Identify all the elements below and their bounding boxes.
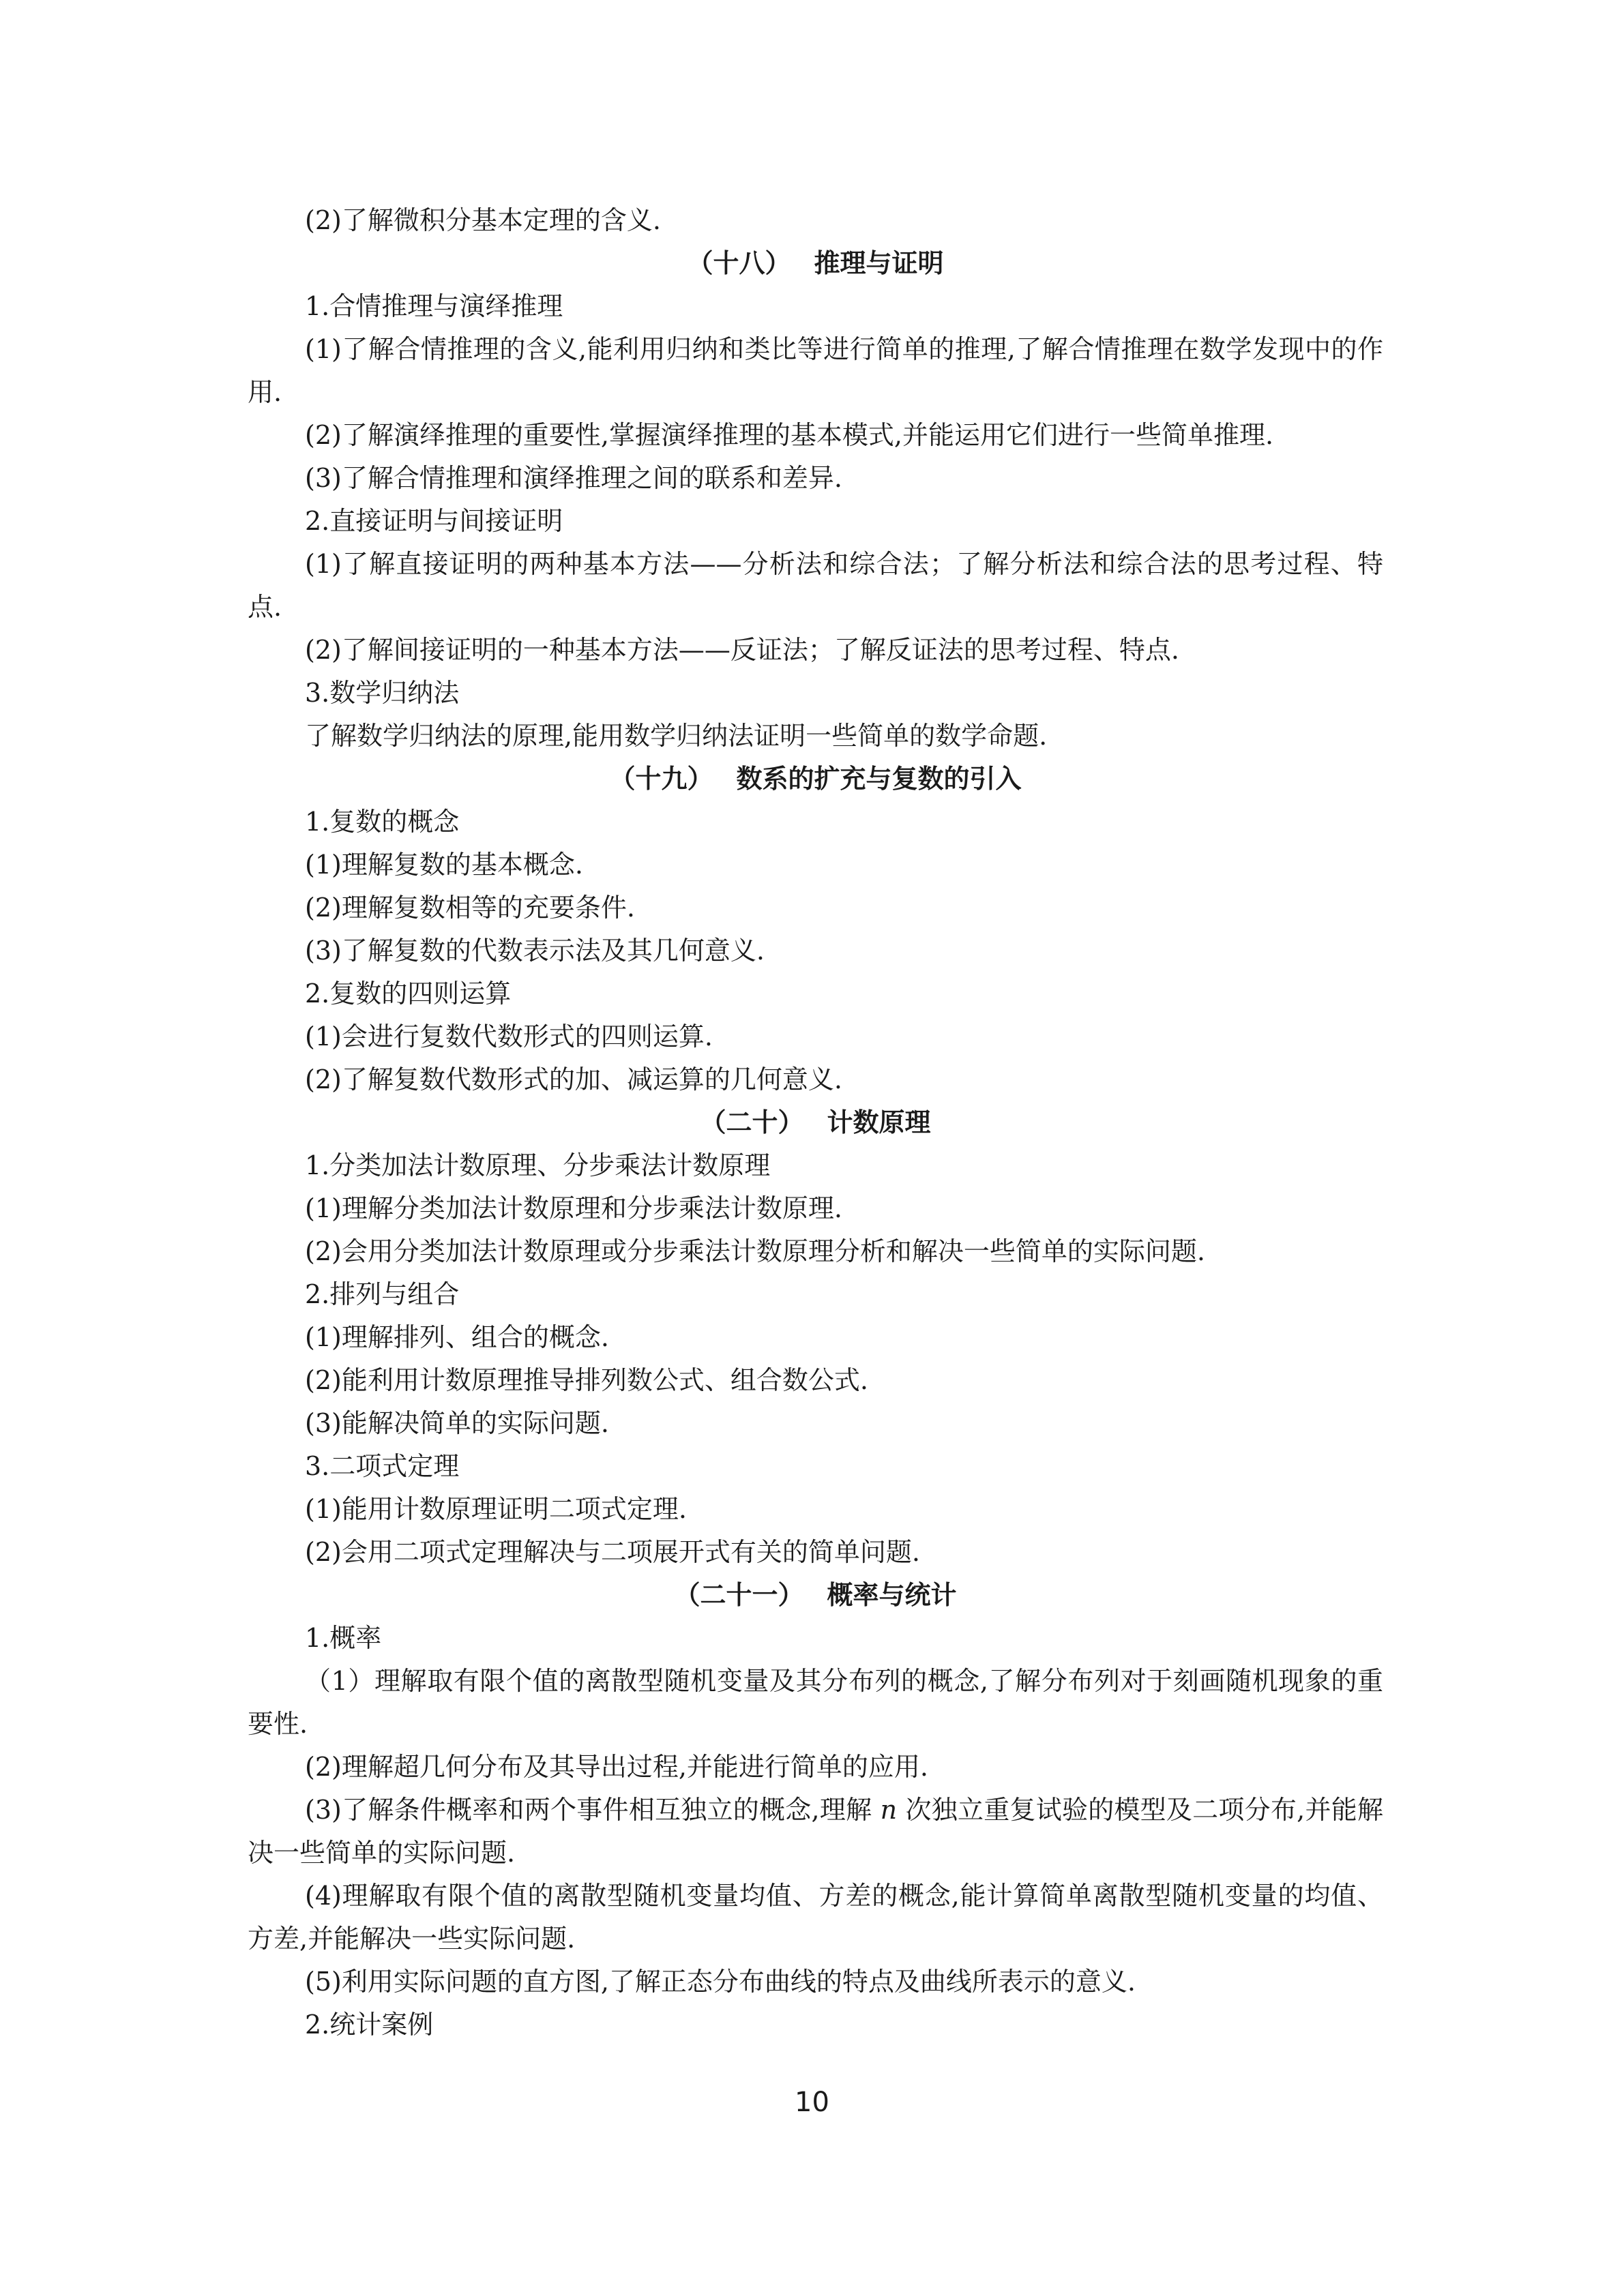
section-heading-19	[248, 758, 1383, 801]
paragraph: （1）理解取有限个值的离散型随机变量及其分布列的概念,了解分布列对于刻画随机现象的重要性.	[248, 1666, 1383, 1739]
list-item: 了解数学归纳法的原理,能用数学归纳法证明一些简单的数学命题.	[305, 721, 1048, 751]
subsection-title: 3.二项式定理	[305, 1451, 460, 1481]
list-item: (2)会用分类加法计数原理或分步乘法计数原理分析和解决一些简单的实际问题.	[305, 1236, 1205, 1266]
list-item: (1)理解排列、组合的概念.	[305, 1322, 609, 1352]
list-item: (1)会进行复数代数形式的四则运算.	[305, 1022, 713, 1052]
list-item: (3)了解复数的代数表示法及其几何意义.	[305, 936, 765, 966]
list-item: (1)能用计数原理证明二项式定理.	[305, 1494, 687, 1524]
section-number: （二十）	[700, 1107, 804, 1137]
list-item: (2)了解演绎推理的重要性,掌握演绎推理的基本模式,并能运用它们进行一些简单推理.	[305, 420, 1274, 450]
section-title: 推理与证明	[814, 248, 944, 278]
section-heading-18	[248, 242, 1383, 285]
list-item: (2)了解微积分基本定理的含义.	[305, 205, 661, 235]
section-number: （十九）	[609, 764, 713, 794]
page-number: 10	[795, 2087, 829, 2118]
subsection-title: 2.统计案例	[305, 2010, 434, 2040]
section-title: 数系的扩充与复数的引入	[736, 764, 1022, 794]
list-item: (3)了解合情推理和演绎推理之间的联系和差异.	[305, 463, 842, 493]
list-item: (1)理解复数的基本概念.	[305, 850, 583, 880]
section-heading-21	[248, 1574, 1383, 1617]
subsection-title: 1.分类加法计数原理、分步乘法计数原理	[305, 1150, 771, 1180]
list-item: (2)会用二项式定理解决与二项展开式有关的简单问题.	[305, 1537, 920, 1567]
subsection-title: 2.排列与组合	[305, 1279, 460, 1309]
list-item: (2)能利用计数原理推导排列数公式、组合数公式.	[305, 1365, 868, 1395]
list-item: (2)理解超几何分布及其导出过程,并能进行简单的应用.	[305, 1752, 928, 1782]
subsection-title: 2.复数的四则运算	[305, 979, 512, 1009]
subsection-title: 1.合情推理与演绎推理	[305, 291, 563, 321]
section-title: 计数原理	[827, 1107, 931, 1137]
list-item: (5)利用实际问题的直方图,了解正态分布曲线的特点及曲线所表示的意义.	[305, 1967, 1136, 1997]
subsection-title: 3.数学归纳法	[305, 678, 460, 708]
variable-n: n	[880, 1795, 898, 1825]
list-item: (2)了解复数代数形式的加、减运算的几何意义.	[305, 1064, 842, 1094]
section-number: （二十一）	[674, 1580, 804, 1610]
list-item: (2)理解复数相等的充要条件.	[305, 893, 635, 923]
paragraph	[248, 1789, 1383, 1875]
list-item: (3)能解决简单的实际问题.	[305, 1408, 609, 1438]
paragraph: (4)理解取有限个值的离散型随机变量均值、方差的概念,能计算简单离散型随机变量的均值、方差,并能解决一些实际问题.	[248, 1881, 1383, 1954]
paragraph: (1)了解合情推理的含义,能利用归纳和类比等进行简单的推理,了解合情推理在数学发现中的作用.	[248, 334, 1383, 407]
page-content	[248, 199, 1383, 2046]
section-title: 概率与统计	[827, 1580, 957, 1610]
section-number: （十八）	[687, 248, 791, 278]
list-item: (1)理解分类加法计数原理和分步乘法计数原理.	[305, 1193, 842, 1223]
paragraph-text: 次独立重复试验的模型及二项分布,并能解决一些简单的实际问题.	[248, 1795, 1383, 1868]
subsection-title: 2.直接证明与间接证明	[305, 506, 563, 536]
section-heading-20	[248, 1101, 1383, 1144]
paragraph-text: (3)了解条件概率和两个事件相互独立的概念,理解	[305, 1795, 881, 1825]
subsection-title: 1.概率	[305, 1623, 382, 1653]
paragraph: (1)了解直接证明的两种基本方法——分析法和综合法；了解分析法和综合法的思考过程、特点.	[248, 549, 1383, 622]
list-item: (2)了解间接证明的一种基本方法——反证法；了解反证法的思考过程、特点.	[305, 635, 1179, 665]
subsection-title: 1.复数的概念	[305, 807, 460, 837]
